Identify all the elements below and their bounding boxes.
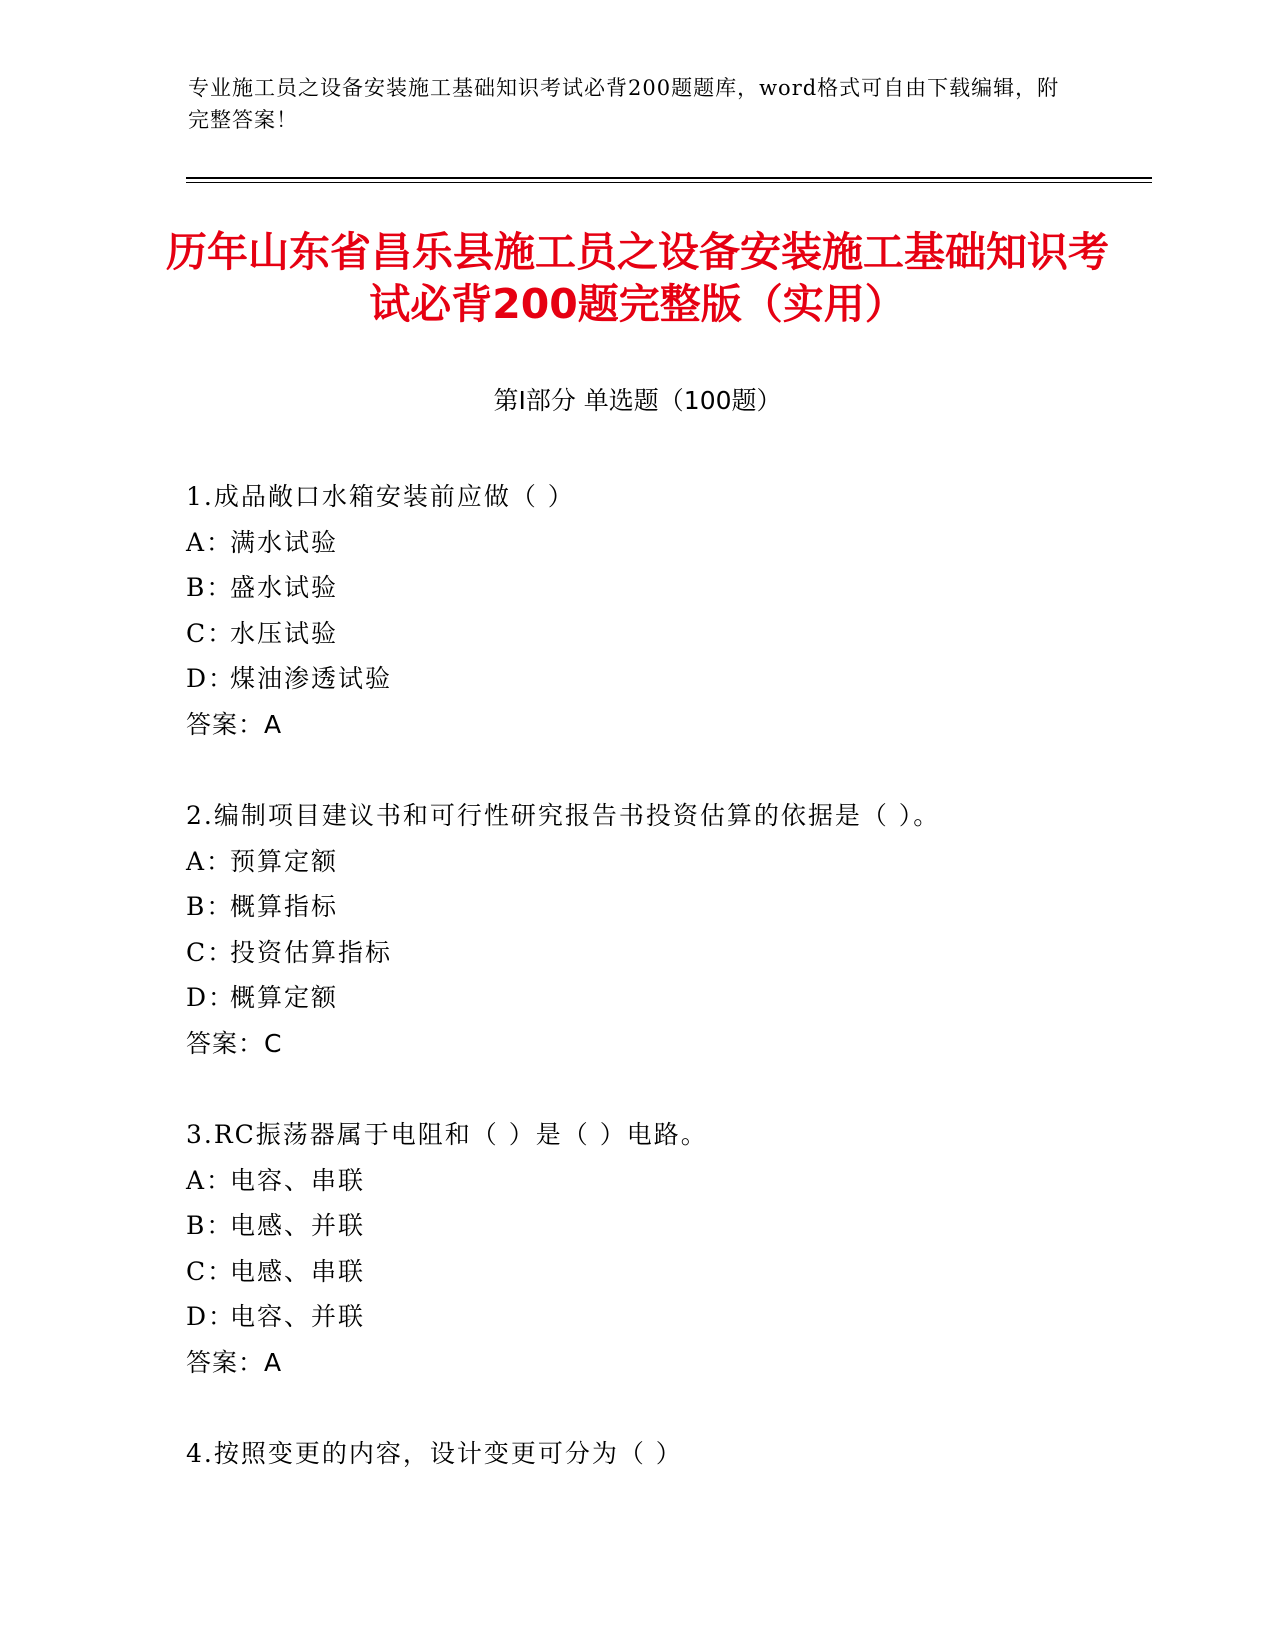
option-c [186,930,1146,976]
option-key: D： [186,664,236,693]
question-text: 3.RC振荡器属于电阻和（ ）是（ ）电路。 [186,1120,708,1149]
option-c [186,1249,1146,1295]
header-note: 专业施工员之设备安装施工基础知识考试必背200题题库，word格式可自由下载编辑，附完整答案！ [188,76,1060,132]
option-text: 概算指标 [230,892,339,921]
option-key: A： [186,1165,234,1195]
option-d [186,656,1146,702]
document-title: 历年山东省昌乐县施工员之设备安装施工基础知识考试必背200题完整版（实用） [166,228,1109,328]
option-key: A： [186,846,234,876]
answer-line: 答案：A [186,709,283,739]
header-divider-thin [186,182,1152,183]
question-1 [186,474,1146,747]
question-list [186,474,1146,1523]
header-divider-thick [186,177,1152,179]
option-key: C： [186,1256,235,1286]
option-text: 电感、并联 [230,1211,366,1240]
answer-line: 答案：C [186,1028,283,1058]
option-text: 煤油渗透试验 [230,664,393,693]
option-c [186,611,1146,657]
option-text: 盛水试验 [230,573,339,602]
option-key: D： [186,1302,236,1331]
option-text: 投资估算指标 [230,937,393,967]
option-a [186,520,1146,566]
question-3 [186,1112,1146,1385]
option-text: 预算定额 [230,846,339,876]
question-text: 1.成品敞口水箱安装前应做（ ） [186,482,575,511]
option-d [186,975,1146,1021]
question-text: 4.按照变更的内容，设计变更可分为（ ） [186,1439,683,1468]
option-d [186,1294,1146,1340]
option-b [186,884,1146,930]
option-key: C： [186,618,235,648]
option-text: 电感、串联 [230,1256,366,1286]
option-key: D： [186,983,236,1012]
answer-line: 答案：A [186,1347,283,1377]
option-text: 概算定额 [230,983,339,1012]
option-key: B： [186,892,234,921]
option-text: 水压试验 [230,618,339,648]
option-key: C： [186,937,235,967]
option-text: 满水试验 [230,527,339,557]
option-text: 电容、并联 [230,1302,366,1331]
question-4 [186,1431,1146,1477]
option-key: B： [186,573,234,602]
option-text: 电容、串联 [230,1165,366,1195]
option-a [186,1158,1146,1204]
question-text: 2.编制项目建议书和可行性研究报告书投资估算的依据是（ ）。 [186,801,941,830]
option-key: A： [186,527,234,557]
option-a [186,839,1146,885]
option-key: B： [186,1211,234,1240]
option-b [186,1203,1146,1249]
option-b [186,565,1146,611]
section-title: 第Ⅰ部分 单选题（100题） [493,386,782,415]
question-2 [186,793,1146,1066]
